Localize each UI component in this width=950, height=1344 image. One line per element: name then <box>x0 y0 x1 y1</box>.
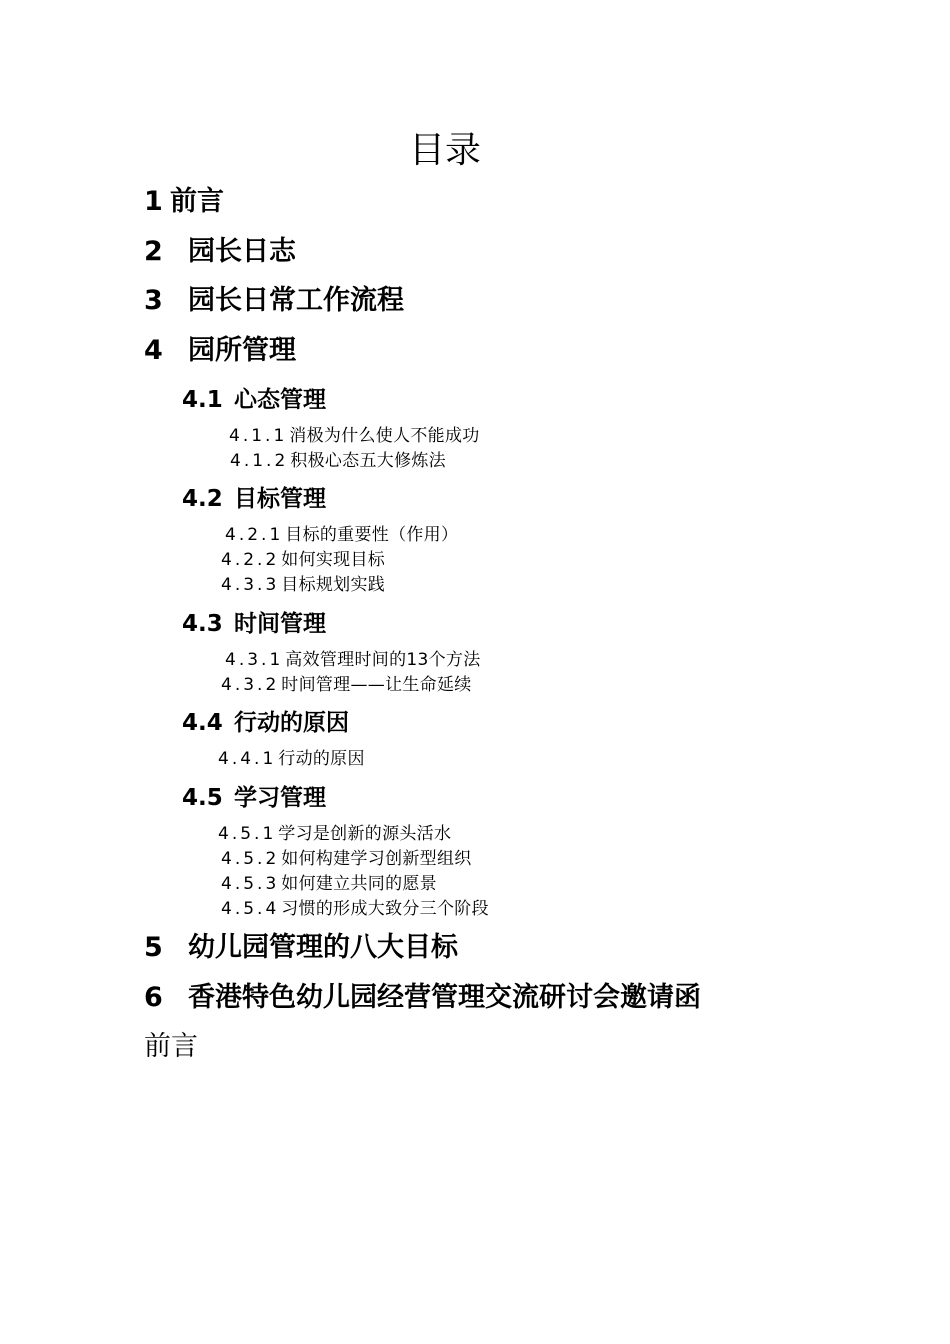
toc-section-label: 目标管理 <box>234 486 326 512</box>
toc-subsection-label: 消极为什么使人不能成功 <box>289 426 480 446</box>
toc-subsection-number: 4.5.4 <box>221 899 280 919</box>
toc-section[interactable] <box>182 712 349 735</box>
toc-subsection-number: 4.3.3 <box>221 575 280 595</box>
toc-chapter-number: 6 <box>144 982 163 1013</box>
toc-chapter[interactable] <box>144 287 404 314</box>
toc-subsection-number: 4.5.3 <box>221 874 280 894</box>
toc-subsection-number: 4.4.1 <box>218 749 277 769</box>
toc-chapter-label: 园所管理 <box>188 335 296 366</box>
toc-section[interactable] <box>182 787 326 810</box>
toc-chapter-number: 3 <box>144 285 163 316</box>
toc-section-label: 学习管理 <box>234 785 326 811</box>
toc-chapter-label: 前言 <box>170 186 224 217</box>
toc-subsection-label: 如何建立共同的愿景 <box>281 874 437 894</box>
toc-chapter-label: 香港特色幼儿园经营管理交流研讨会邀请函 <box>188 982 701 1013</box>
toc-subsection[interactable] <box>221 577 385 594</box>
toc-subsection-number: 4.2.1 <box>225 525 284 545</box>
toc-subsection[interactable] <box>221 901 489 918</box>
toc-subsection-label: 目标规划实践 <box>281 575 386 595</box>
toc-subsection-number: 4.3.2 <box>221 675 280 695</box>
toc-subsection[interactable] <box>221 677 472 694</box>
toc-chapter[interactable] <box>144 934 458 961</box>
toc-subsection-number: 4.1.1 <box>229 426 288 446</box>
toc-chapter-number: 4 <box>144 335 163 366</box>
toc-subsection-label: 行动的原因 <box>278 749 365 769</box>
toc-section-label: 行动的原因 <box>234 710 349 736</box>
toc-subsection-label: 如何构建学习创新型组织 <box>281 849 472 869</box>
toc-subsection-label: 时间管理——让生命延续 <box>281 675 472 695</box>
toc-subsection[interactable] <box>230 453 446 470</box>
toc-section-label: 心态管理 <box>234 387 326 413</box>
toc-chapter[interactable] <box>144 188 224 215</box>
toc-subsection-label: 如何实现目标 <box>281 550 386 570</box>
toc-subsection[interactable] <box>221 876 437 893</box>
toc-subsection-number: 4.5.1 <box>218 824 277 844</box>
toc-section[interactable] <box>182 488 326 511</box>
toc-chapter-number: 2 <box>144 236 163 267</box>
toc-chapter-label: 园长日志 <box>188 236 296 267</box>
toc-chapter-number: 1 <box>144 186 163 217</box>
toc-subsection[interactable] <box>225 652 481 669</box>
toc-chapter-label: 幼儿园管理的八大目标 <box>188 932 458 963</box>
toc-subsection-label: 高效管理时间的13个方法 <box>285 650 481 670</box>
toc-chapter[interactable] <box>144 337 296 364</box>
toc-title: 目录 <box>408 130 481 171</box>
toc-subsection[interactable] <box>218 751 365 768</box>
toc-section-number: 4.4 <box>182 710 223 736</box>
toc-subsection-number: 4.5.2 <box>221 849 280 869</box>
toc-subsection[interactable] <box>218 826 451 843</box>
toc-section-label: 时间管理 <box>234 611 326 637</box>
toc-subsection-label: 目标的重要性（作用） <box>285 525 459 545</box>
toc-subsection-number: 4.2.2 <box>221 550 280 570</box>
toc-subsection[interactable] <box>225 527 458 544</box>
toc-subsection-label: 习惯的形成大致分三个阶段 <box>281 899 489 919</box>
toc-chapter-number: 5 <box>144 932 163 963</box>
toc-section[interactable] <box>182 389 326 412</box>
toc-section-number: 4.1 <box>182 387 223 413</box>
toc-subsection-number: 4.3.1 <box>225 650 284 670</box>
toc-chapter[interactable] <box>144 984 701 1011</box>
section-heading: 前言 <box>144 1031 198 1062</box>
toc-section[interactable] <box>182 613 326 636</box>
toc-subsection-label: 学习是创新的源头活水 <box>278 824 452 844</box>
toc-subsection[interactable] <box>221 552 385 569</box>
toc-section-number: 4.2 <box>182 486 223 512</box>
toc-subsection[interactable] <box>229 428 480 445</box>
toc-chapter[interactable] <box>144 238 296 265</box>
toc-subsection[interactable] <box>221 851 472 868</box>
toc-chapter-label: 园长日常工作流程 <box>188 285 404 316</box>
toc-section-number: 4.5 <box>182 785 223 811</box>
toc-subsection-number: 4.1.2 <box>230 451 289 471</box>
toc-section-number: 4.3 <box>182 611 223 637</box>
toc-subsection-label: 积极心态五大修炼法 <box>290 451 446 471</box>
